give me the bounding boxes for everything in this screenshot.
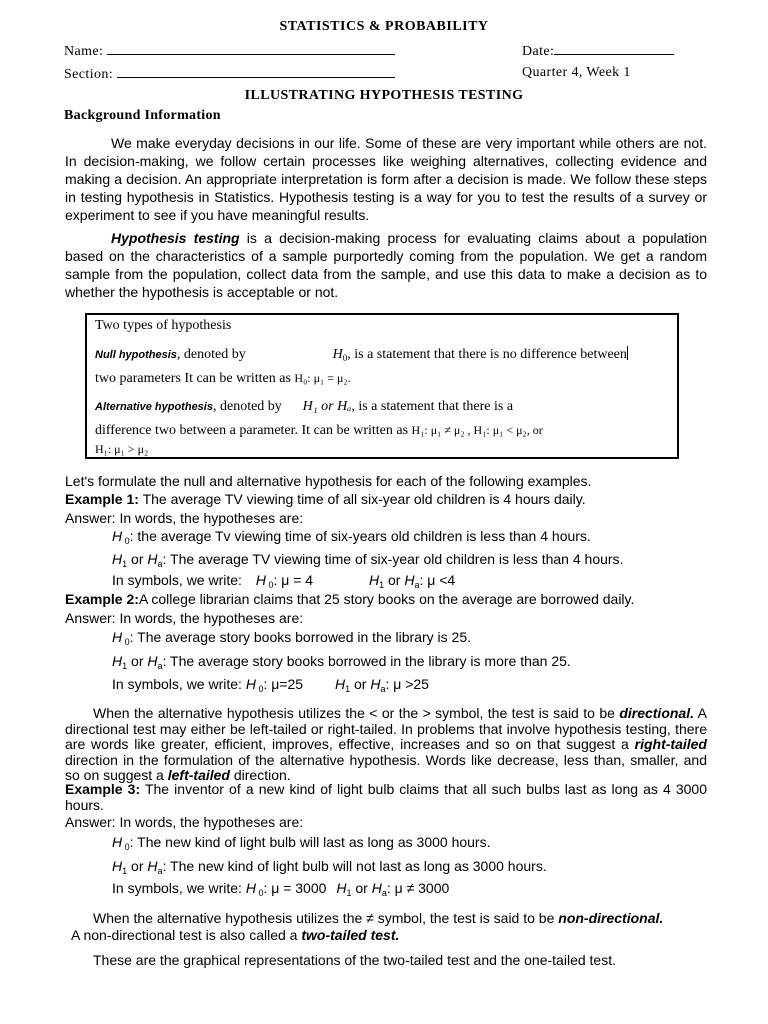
alternative-formula: H₁: μ₁ ≠ μ₂ , H₁: μ₁ < μ₂, or [411, 423, 543, 437]
example-2-symbols: In symbols, we write: H $_0$: μ=25 $H_1$ or $H_a$: μ >25 [112, 676, 429, 694]
hypothesis-types-box [85, 313, 679, 459]
null-symbol: H [332, 347, 343, 362]
quarter-label: Quarter 4, Week 1 [522, 65, 631, 80]
non-directional-term: non-directional. [558, 910, 664, 926]
alternative-hypothesis-line: Alternative hypothesis, denoted by H₁ or Hₐ, is a statement that there is a [95, 399, 514, 414]
worksheet-title: STATISTICS & PROBABILITY [279, 19, 489, 34]
box-heading: Two types of hypothesis [95, 318, 232, 333]
lesson-title: ILLUSTRATING HYPOTHESIS TESTING [244, 88, 524, 103]
left-tailed-term: left-tailed [167, 767, 230, 783]
example-3-null: H $_0$: The new kind of light bulb will last as long as 3000 hours. [112, 834, 491, 852]
examples-intro: Let's formulate the null and alternative hypothesis for each of the following examples. [65, 473, 592, 489]
name-label: Name: [64, 44, 104, 59]
example-3: Example 3: The inventor of a new kind of light bulb claims that all such bulbs last as long as 4 3000 hours. [65, 781, 707, 813]
example-1-answer: Answer: In words, the hypotheses are: [65, 510, 304, 526]
example-2: Example 2:A college librarian claims that 25 story books on the average are borrowed daily. [65, 591, 635, 607]
date-label: Date: [522, 44, 555, 59]
text-cursor [627, 346, 628, 360]
directional-paragraph: When the alternative hypothesis utilizes the < or the > symbol, the test is said to be directional. A directional test may either be left-tailed or right-tailed. In problems that involve hypothesis testing, there are words like greater, efficient, improves, effective, increases and so on that suggest a right-tailed direction in the formulation of the alternative hypothesis. Words like decrease, less than, smaller, and so on suggest a left-tailed direction. [65, 705, 707, 783]
closing-sentence: These are the graphical representations of the two-tailed test and the one-tailed test. [93, 952, 616, 968]
alternative-hypothesis-line-3: H₁: μ₁ > μ₂ [95, 442, 149, 456]
alternative-hypothesis-line-2: difference two between a parameter. It can be written as H₁: μ₁ ≠ μ₂ , H₁: μ₁ < μ₂, or [95, 423, 543, 438]
section-blank[interactable] [117, 65, 395, 78]
example-1-symbols: In symbols, we write: H $_0$: μ = 4 $H_1$ or $H_a$: μ <4 [112, 572, 456, 590]
section-label: Section: [64, 67, 114, 82]
alternative-symbol: H₁ or Hₐ [302, 399, 352, 414]
right-tailed-term: right-tailed [634, 736, 707, 752]
date-blank[interactable] [554, 42, 674, 55]
null-hypothesis-line-2: two parameters It can be written as H₀: μ₁ = μ₂. [95, 371, 351, 386]
example-2-alternative: $H_1$ or $H_a$: The average story books borrowed in the library is more than 25. [112, 653, 571, 671]
example-1-null: H $_0$: the average Tv viewing time of six-years old children is less than 4 hours. [112, 528, 591, 546]
example-3-symbols: In symbols, we write: H $_0$: μ = 3000 $H_1$ or $H_a$: μ ≠ 3000 [112, 880, 450, 898]
alternative-hypothesis-term: Alternative hypothesis [95, 401, 213, 413]
example-1: Example 1: The average TV viewing time of all six-year old children is 4 hours daily. [65, 491, 586, 507]
example-3-answer: Answer: In words, the hypotheses are: [65, 814, 304, 830]
background-heading: Background Information [64, 108, 221, 123]
directional-term: directional. [619, 705, 694, 721]
background-paragraph-1: We make everyday decisions in our life. Some of these are very important while others are not. In decision-making, we follow certain processes like weighing alternatives, collecting evidence and making a decision. An appropriate interpretation is form after a decision is made. We follow these steps in testing hypothesis in Statistics. Hypothesis testing is a way for you to test the results of a survey or experiment to see if you have meaningful results. [65, 135, 707, 223]
null-hypothesis-term: Null hypothesis [95, 349, 177, 361]
null-formula: H₀: μ₁ = μ₂. [294, 371, 351, 385]
hypothesis-testing-term: Hypothesis testing [111, 230, 240, 246]
background-paragraph-2: Hypothesis testing is a decision-making process for evaluating claims about a population based on the characteristics of a sample purportedly coming from the population. We get a random sample from the population, collect data from the sample, and use this data to make a decision as to whether the hypothesis is acceptable or not. [65, 230, 707, 300]
null-hypothesis-line: Null hypothesis, denoted by $H_0$, is a statement that there is no difference between [95, 347, 627, 363]
example-1-alternative: $H_1$ or $H_a$: The average TV viewing time of six-year old children is less than 4 hours. [112, 551, 624, 569]
nondirectional-line-1: When the alternative hypothesis utilizes the ≠ symbol, the test is said to be non-directional. [93, 910, 664, 926]
section-field[interactable] [64, 65, 395, 83]
date-field[interactable] [522, 42, 674, 60]
example-2-null: H $_0$: The average story books borrowed in the library is 25. [112, 629, 471, 647]
example-2-answer: Answer: In words, the hypotheses are: [65, 610, 304, 626]
nondirectional-line-2: A non-directional test is also called a two-tailed test. [71, 927, 400, 943]
name-field[interactable] [64, 42, 395, 60]
two-tailed-term: two-tailed test. [301, 927, 400, 943]
example-3-alternative: $H_1$ or $H_a$: The new kind of light bulb will not last as long as 3000 hours. [112, 858, 547, 876]
name-blank[interactable] [107, 42, 395, 55]
